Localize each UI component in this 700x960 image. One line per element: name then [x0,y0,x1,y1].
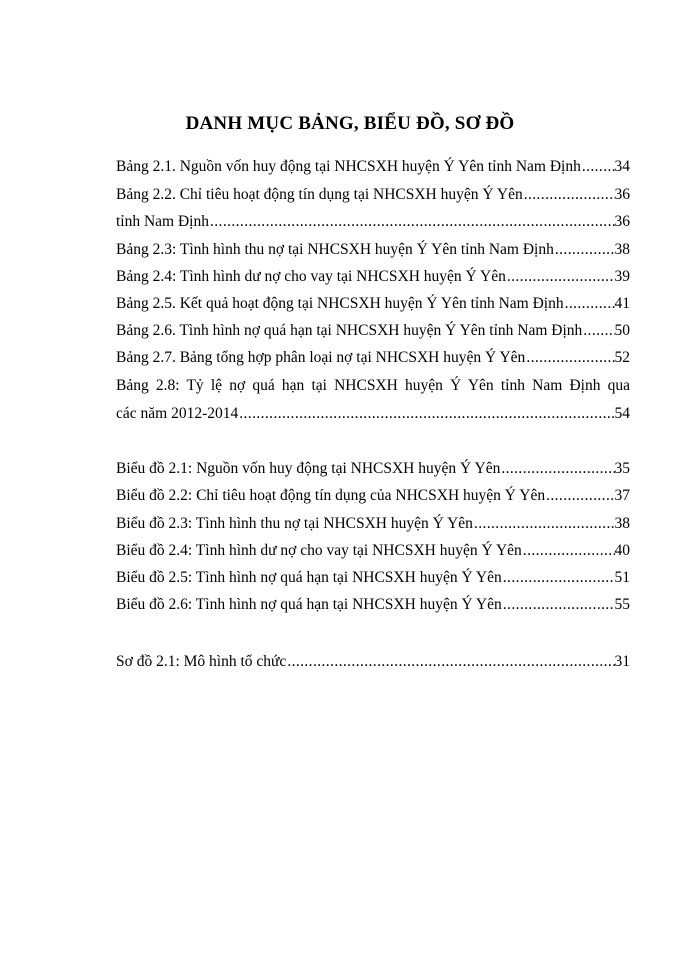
toc-entry-table-2-5[interactable] [116,294,630,314]
toc-page-number: 50 [614,322,630,339]
toc-entry-label: Bảng 2.6. Tình hình nợ quá hạn tại NHCSXH huyện Ý Yên tỉnh Nam Định [116,322,583,339]
toc-page-number: 36 [614,213,630,230]
leader-dots [502,568,615,588]
toc-entry-chart-2-6[interactable] [116,595,630,615]
toc-entry-label: Bảng 2.5. Kết quả hoạt động tại NHCSXH huyện Ý Yên tỉnh Nam Định [116,295,564,312]
toc-page-number: 40 [614,542,630,559]
toc-entry-label: Biểu đồ 2.3: Tình hình thu nợ tại NHCSXH huyện Ý Yên [116,515,473,532]
toc-page-number: 37 [614,487,630,504]
toc-entry-label: Bảng 2.7. Bảng tổng hợp phân loại nợ tại NHCSXH huyện Ý Yên [116,349,526,366]
toc-entry-label: Bảng 2.4: Tình hình dư nợ cho vay tại NHCSXH huyện Ý Yên [116,268,506,285]
toc-entry-label: Biểu đồ 2.5: Tình hình nợ quá hạn tại NHCSXH huyện Ý Yên [116,569,502,586]
leader-dots [209,212,615,232]
toc-page-number: 41 [614,295,630,312]
leader-dots [500,459,614,479]
toc-entry-label: Sơ đồ 2.1: Mô hình tổ chức [116,653,287,670]
leader-dots [582,321,614,341]
leader-dots [581,157,615,177]
leader-dots [502,595,615,615]
toc-page-number: 35 [614,460,630,477]
leader-dots [554,240,615,260]
toc-page-number: 54 [614,405,630,422]
toc-page-number: 51 [614,569,630,586]
leader-dots [286,652,614,672]
toc-entry-label: Bảng 2.2. Chỉ tiêu hoạt động tín dụng tại NHCSXH huyện Ý Yên [116,186,523,203]
toc-entry-label: Bảng 2.3: Tình hình thu nợ tại NHCSXH huyện Ý Yên tỉnh Nam Định [116,241,554,258]
page-title: DANH MỤC BẢNG, BIỂU ĐỒ, SƠ ĐỒ [185,113,515,134]
toc-page-number: 55 [614,596,630,613]
toc-page-number: 52 [614,349,630,366]
toc-entry-table-2-4[interactable] [116,267,630,287]
toc-page-number: 39 [614,268,630,285]
toc-entry-label: Biểu đồ 2.2: Chỉ tiêu hoạt động tín dụng của NHCSXH huyện Ý Yên [116,487,546,504]
toc-entry-table-2-8-line1[interactable]: Bảng 2.8: Tỷ lệ nợ quá hạn tại NHCSXH huyện Ý Yên tỉnh Nam Định qua [116,377,630,394]
toc-entry-table-2-3[interactable] [116,240,630,260]
leader-dots [473,514,615,534]
toc-page-number: 31 [614,653,630,670]
toc-entry-table-2-6[interactable] [116,321,630,341]
toc-entry-label: tỉnh Nam Định [116,213,209,230]
toc-entry-table-2-1[interactable] [116,157,630,177]
leader-dots [506,267,615,287]
leader-dots [522,541,615,561]
toc-entry-chart-2-5[interactable] [116,568,630,588]
toc-page-number: 34 [614,158,630,175]
toc-entry-table-2-8-line2[interactable] [116,404,630,424]
toc-page-number: 38 [614,241,630,258]
toc-entry-label: Bảng 2.1. Nguồn vốn huy động tại NHCSXH huyện Ý Yên tỉnh Nam Định [116,158,581,175]
leader-dots [523,185,615,205]
toc-entry-label: Biểu đồ 2.4: Tình hình dư nợ cho vay tại NHCSXH huyện Ý Yên [116,542,522,559]
leader-dots [525,348,614,368]
toc-entry-diagram-2-1[interactable] [116,652,630,672]
toc-entry-table-2-2[interactable] [116,185,630,205]
toc-entry-chart-2-3[interactable] [116,514,630,534]
toc-entry-chart-2-4[interactable] [116,541,630,561]
leader-dots [545,486,614,506]
toc-entry-chart-2-1[interactable] [116,459,630,479]
toc-entry-label: Biểu đồ 2.6: Tình hình nợ quá hạn tại NHCSXH huyện Ý Yên [116,596,502,613]
toc-page-number: 38 [614,515,630,532]
toc-page-number: 36 [614,186,630,203]
toc-entry-table-2-7[interactable] [116,348,630,368]
leader-dots [564,294,615,314]
toc-entry-label: Biểu đồ 2.1: Nguồn vốn huy động tại NHCSXH huyện Ý Yên [116,460,501,477]
toc-entry-chart-2-2[interactable] [116,486,630,506]
toc-entry-table-2-2-cont[interactable] [116,212,630,232]
toc-entry-label: các năm 2012-2014 [116,405,239,422]
leader-dots [238,404,614,424]
